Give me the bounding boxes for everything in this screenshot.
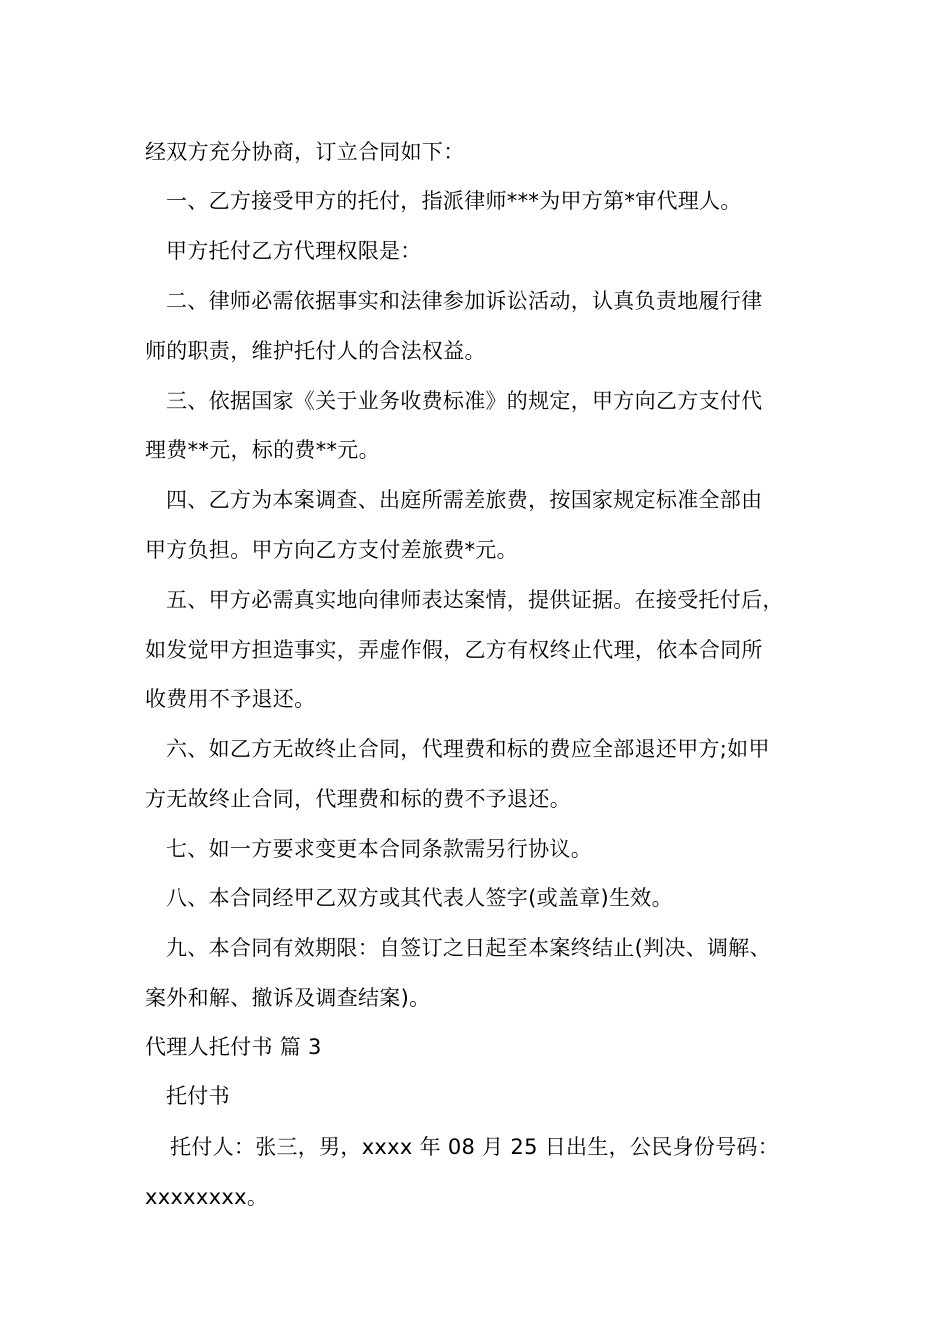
document-title: 托付书 <box>166 1084 230 1108</box>
text-line: 理费**元，标的费**元。 <box>145 438 380 462</box>
text-line: 师的职责，维护托付人的合法权益。 <box>145 339 486 363</box>
section-heading: 代理人托付书 篇 3 <box>145 1035 322 1059</box>
clause-9: 九、本合同有效期限：自签订之日起至本案终结止(判决、调解、 <box>166 936 771 960</box>
clause-4: 四、乙方为本案调查、出庭所需差旅费，按国家规定标准全部由 <box>166 488 763 512</box>
text-line: 方无故终止合同，代理费和标的费不予退还。 <box>145 787 571 811</box>
text-line: 收费用不予退还。 <box>145 687 316 711</box>
clause-8: 八、本合同经甲乙双方或其代表人签字(或盖章)生效。 <box>166 886 673 910</box>
text-line: xxxxxxxx。 <box>145 1185 269 1209</box>
clause-2: 二、律师必需依据事实和法律参加诉讼活动，认真负责地履行律 <box>166 289 763 313</box>
principal-info: 托付人：张三，男，xxxx 年 08 月 25 日出生，公民身份号码： <box>170 1135 780 1159</box>
text-line: 如发觉甲方担造事实，弄虚作假，乙方有权终止代理，依本合同所 <box>145 638 763 662</box>
clause-1: 一、乙方接受甲方的托付，指派律师***为甲方第*审代理人。 <box>166 189 742 213</box>
text-line: 经双方充分协商，订立合同如下： <box>145 140 465 164</box>
text-line: 甲方托付乙方代理权限是： <box>166 239 422 263</box>
clause-7: 七、如一方要求变更本合同条款需另行协议。 <box>166 837 592 861</box>
text-line: 甲方负担。甲方向乙方支付差旅费*元。 <box>145 538 518 562</box>
clause-5: 五、甲方必需真实地向律师表达案情，提供证据。在接受托付后， <box>166 588 784 612</box>
clause-3: 三、依据国家《关于业务收费标准》的规定，甲方向乙方支付代 <box>166 389 763 413</box>
text-line: 案外和解、撤诉及调查结案)。 <box>145 986 431 1010</box>
clause-6: 六、如乙方无故终止合同，代理费和标的费应全部退还甲方;如甲 <box>166 737 770 761</box>
